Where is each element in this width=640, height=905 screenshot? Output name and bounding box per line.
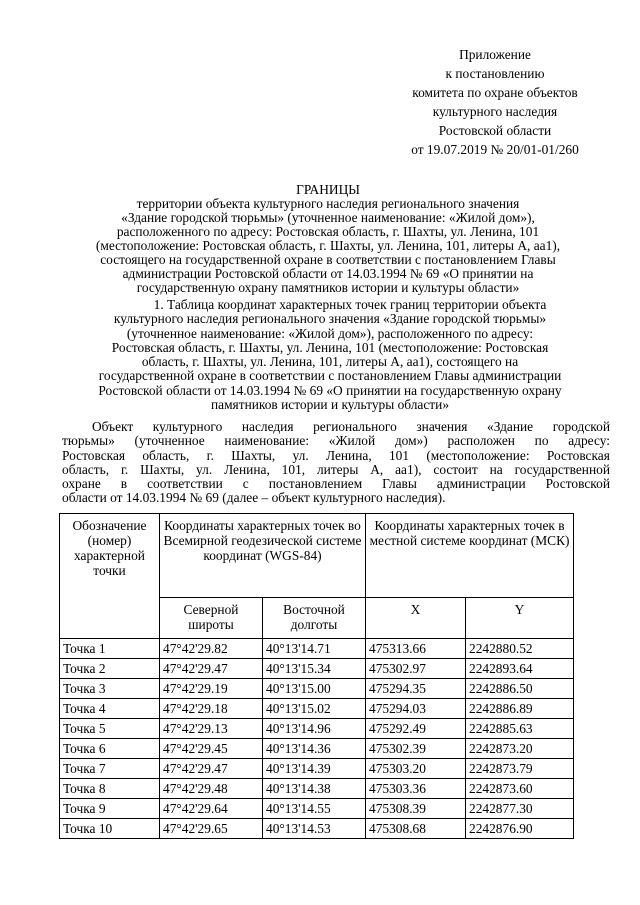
y-cell: 2242873.20: [466, 739, 574, 759]
north-latitude-cell: 47°42'29.19: [160, 679, 263, 699]
point-name-cell: Точка 2: [60, 659, 160, 679]
north-latitude-cell: 47°42'29.64: [160, 799, 263, 819]
x-cell: 475294.35: [366, 679, 466, 699]
title-line: состоящего на государственной охране в соответствии с постановлением Главы: [100, 252, 556, 267]
north-latitude-cell: 47°42'29.18: [160, 699, 263, 719]
word: (местоположение:: [426, 447, 530, 463]
word: литеры: [316, 461, 359, 477]
word: Ростовской: [545, 476, 610, 492]
east-longitude-cell: 40°13'15.00: [263, 679, 366, 699]
table-row: [60, 799, 574, 819]
x-cell: 475308.39: [366, 799, 466, 819]
page-title: ГРАНИЦЫ: [296, 182, 360, 197]
paragraph-line: [62, 463, 610, 477]
east-longitude-cell: 40°13'14.39: [263, 759, 366, 779]
x-cell: 475303.20: [366, 759, 466, 779]
word: (уточненное: [134, 433, 205, 449]
north-latitude-cell: 47°42'29.45: [160, 739, 263, 759]
section-line: Ростовская область, г. Шахты, ул. Ленина, 101 (местоположение: Ростовская: [111, 339, 549, 355]
word: 101: [388, 447, 410, 463]
y-cell: 2242877.30: [466, 799, 574, 819]
y-cell: 2242880.52: [466, 639, 574, 659]
paragraph-line: [62, 434, 610, 448]
point-name-cell: Точка 6: [60, 739, 160, 759]
title-line: государственную охрану памятников истории и культуры области»: [136, 280, 520, 295]
header-north-latitude: Северной широты: [160, 598, 263, 639]
word: с: [242, 476, 249, 492]
section-line: (уточненное наименование: «Жилой дом»), расположенного по адресу:: [126, 325, 534, 341]
word: «Здание: [487, 419, 534, 434]
word: городской: [552, 419, 610, 434]
x-cell: 475302.39: [366, 739, 466, 759]
word: Ростовская: [546, 447, 610, 463]
y-cell: 2242876.90: [466, 819, 574, 839]
point-name-cell: Точка 4: [60, 699, 160, 719]
table-row: [60, 639, 574, 659]
word: на: [489, 461, 503, 477]
word: дом»): [394, 433, 428, 449]
east-longitude-cell: 40°13'14.71: [263, 639, 366, 659]
east-longitude-cell: 40°13'14.36: [263, 739, 366, 759]
table-row: [60, 759, 574, 779]
header-y: Y: [466, 598, 574, 639]
north-latitude-cell: 47°42'29.48: [160, 779, 263, 799]
paragraph-line: [62, 449, 610, 463]
word: 101,: [281, 461, 306, 477]
paragraph-line: [62, 420, 610, 434]
table-row: [60, 719, 574, 739]
north-latitude-cell: 47°42'29.47: [160, 759, 263, 779]
header-east-longitude: Восточной долготы: [263, 598, 366, 639]
word: г.: [206, 447, 214, 463]
title-line: «Здание городской тюрьмы» (уточненное наименование: «Жилой дом»),: [121, 210, 535, 225]
point-name-cell: Точка 8: [60, 779, 160, 799]
word: Ростовская: [62, 447, 126, 463]
appendix-line: Ростовской области: [438, 123, 552, 138]
word: охране: [62, 476, 101, 492]
word: государственной: [514, 461, 610, 477]
header-x: X: [366, 598, 466, 639]
word: «Жилой: [328, 433, 376, 449]
word: область,: [142, 447, 190, 463]
table-row: [60, 699, 574, 719]
section-line: область, г. Шахты, ул. Ленина, 101, литеры А, аа1), состоящего на: [141, 354, 519, 370]
word: по: [534, 433, 549, 449]
section-line: культурного наследия регионального значения «Здание городской тюрьмы»: [113, 311, 547, 327]
title-line: расположенного по адресу: Ростовская область, г. Шахты, ул. Ленина, 101: [116, 224, 540, 239]
appendix-line: к постановлению: [445, 66, 545, 81]
x-cell: 475302.97: [366, 659, 466, 679]
paragraph-line: области от 14.03.1994 № 69 (далее – объект культурного наследия).: [62, 490, 446, 506]
appendix-line: от 19.07.2019 № 20/01-01/260: [411, 142, 579, 157]
point-name-cell: Точка 9: [60, 799, 160, 819]
point-name-cell: Точка 5: [60, 719, 160, 739]
object-description: [62, 420, 610, 506]
word: ул.: [196, 461, 213, 477]
word: в: [120, 476, 128, 492]
title-line: территории объекта культурного наследия регионального значения: [136, 196, 520, 211]
point-name-cell: Точка 7: [60, 759, 160, 779]
table-row: [60, 819, 574, 839]
word: область,: [62, 461, 110, 477]
east-longitude-cell: 40°13'15.34: [263, 659, 366, 679]
north-latitude-cell: 47°42'29.65: [160, 819, 263, 839]
east-longitude-cell: 40°13'14.55: [263, 799, 366, 819]
point-name-cell: Точка 3: [60, 679, 160, 699]
word: расположен: [447, 433, 515, 449]
east-longitude-cell: 40°13'14.53: [263, 819, 366, 839]
y-cell: 2242886.89: [466, 699, 574, 719]
header-designation: Обозначение (номер) характерной точки: [60, 514, 160, 639]
east-longitude-cell: 40°13'14.96: [263, 719, 366, 739]
section-1-heading: [60, 298, 600, 412]
y-cell: 2242873.79: [466, 759, 574, 779]
word: аа1),: [395, 461, 422, 477]
table-row: [60, 679, 574, 699]
word: А,: [370, 461, 384, 477]
word: Шахты,: [231, 447, 276, 463]
east-longitude-cell: 40°13'14.38: [263, 779, 366, 799]
y-cell: 2242873.60: [466, 779, 574, 799]
table-row: [60, 659, 574, 679]
appendix-header: [380, 45, 610, 159]
appendix-line: Приложение: [459, 47, 531, 62]
appendix-line: комитета по охране объектов: [412, 85, 578, 100]
x-cell: 475303.36: [366, 779, 466, 799]
word: ул.: [292, 447, 309, 463]
word: Шахты,: [140, 461, 185, 477]
word: значения: [416, 419, 468, 434]
word: администрации: [436, 476, 526, 492]
y-cell: 2242886.50: [466, 679, 574, 699]
word: культурного: [152, 419, 223, 434]
point-name-cell: Точка 10: [60, 819, 160, 839]
word: наследия: [241, 419, 294, 434]
table-row: [60, 739, 574, 759]
word: Ленина,: [325, 447, 372, 463]
word: Ленина,: [224, 461, 270, 477]
x-cell: 475313.66: [366, 639, 466, 659]
section-line: памятников истории и культуры области»: [210, 397, 450, 413]
x-cell: 475294.03: [366, 699, 466, 719]
appendix-line: культурного наследия: [432, 104, 558, 119]
word: регионального: [313, 419, 397, 434]
word: состоит: [433, 461, 478, 477]
section-line: 1. Таблица координат характерных точек границ территории объекта: [153, 297, 547, 312]
north-latitude-cell: 47°42'29.82: [160, 639, 263, 659]
table-row: [60, 779, 574, 799]
table-body: [60, 639, 574, 839]
x-cell: 475292.49: [366, 719, 466, 739]
east-longitude-cell: 40°13'15.02: [263, 699, 366, 719]
section-line: государственной охране в соответствии с постановлением Главы администрации: [98, 368, 562, 384]
coordinates-table: [59, 513, 574, 839]
y-cell: 2242893.64: [466, 659, 574, 679]
section-line: Ростовской области от 14.03.1994 № 69 «О принятии на государственную охрану: [98, 382, 562, 398]
north-latitude-cell: 47°42'29.13: [160, 719, 263, 739]
word: постановлением: [268, 476, 363, 492]
word: Главы: [382, 476, 417, 492]
x-cell: 475308.68: [366, 819, 466, 839]
header-msk: Координаты характерных точек в местной системе координат (МСК): [366, 514, 574, 598]
title-line: (местоположение: Ростовская область, г. Шахты, ул. Ленина, 101, литеры А, аа1),: [95, 238, 561, 253]
word: соответствии: [147, 476, 223, 492]
word: наименование:: [224, 433, 310, 449]
word: г.: [120, 461, 129, 477]
word: адресу:: [568, 433, 610, 449]
north-latitude-cell: 47°42'29.47: [160, 659, 263, 679]
word: Объект: [92, 419, 134, 434]
header-wgs84: Координаты характерных точек во Всемирной геодезической системе координат (WGS-84): [160, 514, 366, 598]
title-line: администрации Ростовской области от 14.03.1994 № 69 «О принятии на: [122, 266, 534, 281]
paragraph-line: [62, 477, 610, 491]
document-title: [50, 183, 606, 295]
y-cell: 2242885.63: [466, 719, 574, 739]
word: тюрьмы»: [62, 433, 115, 449]
point-name-cell: Точка 1: [60, 639, 160, 659]
